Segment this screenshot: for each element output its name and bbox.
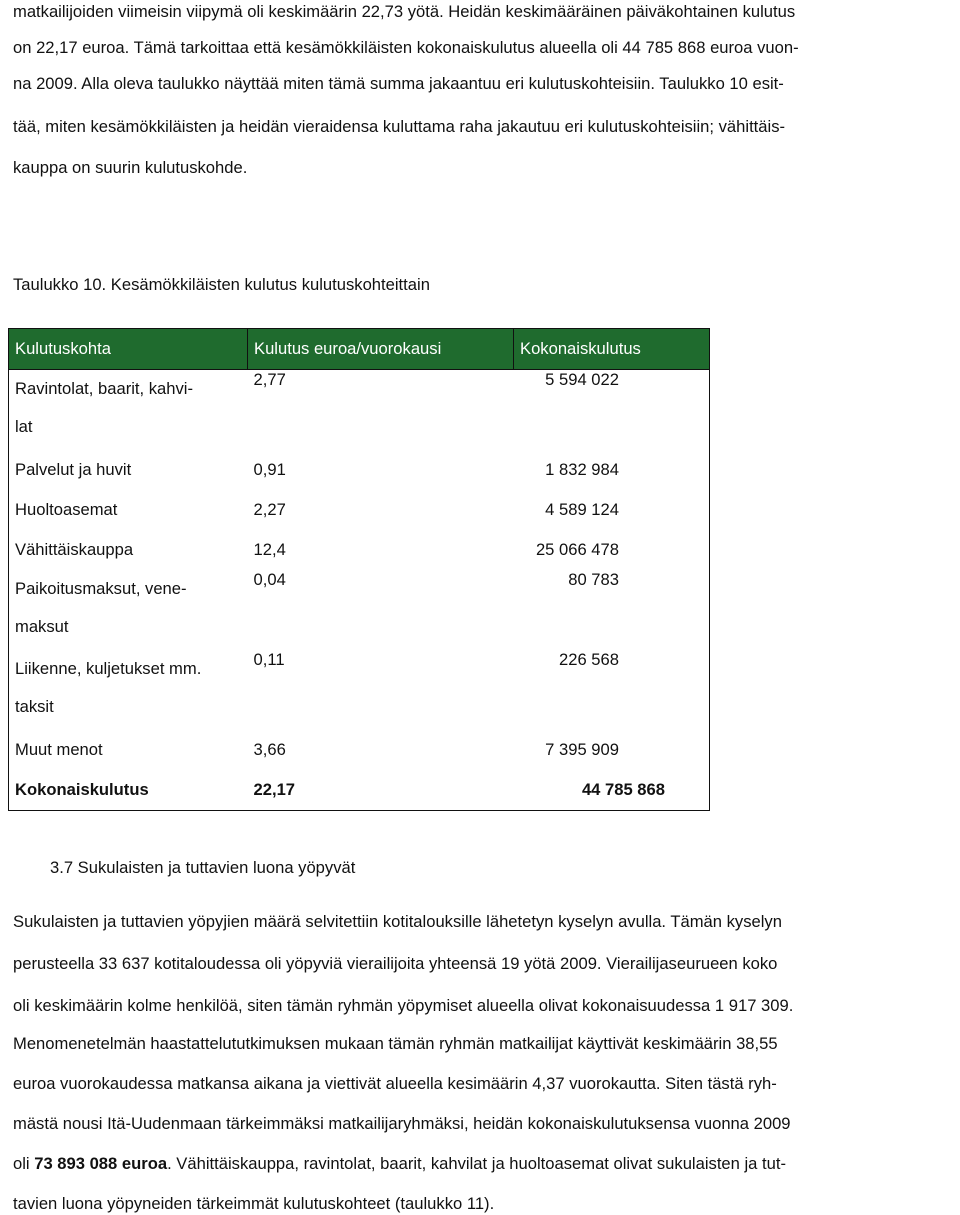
- row-label: Vähittäiskauppa: [9, 530, 248, 570]
- body-line: oli keskimäärin kolme henkilöä, siten tämän ryhmän yöpymiset alueella olivat kokonaisuudessa 1 917 309.: [13, 996, 794, 1015]
- table-row: [9, 730, 710, 770]
- row-total: 226 568: [514, 650, 710, 730]
- intro-line: kauppa on suurin kulutuskohde.: [13, 158, 248, 177]
- header-kokonaiskulutus: Kokonaiskulutus: [514, 329, 710, 370]
- header-kulutuskohta: Kulutuskohta: [9, 329, 248, 370]
- body-line: perusteella 33 637 kotitaloudessa oli yöpyviä vierailijoita yhteensä 19 yötä 2009. Vierailijaseurueen koko: [13, 954, 778, 973]
- row-label: Muut menot: [9, 730, 248, 770]
- body-line: tavien luona yöpyneiden tärkeimmät kulutuskohteet (taulukko 11).: [13, 1194, 495, 1213]
- table-row: [9, 490, 710, 530]
- table-row: [9, 450, 710, 490]
- body-line: Menomenetelmän haastattelututkimuksen mukaan tämän ryhmän matkailijat käyttivät keskimäärin 38,55: [13, 1034, 778, 1053]
- intro-line: on 22,17 euroa. Tämä tarkoittaa että kesämökkiläisten kokonaiskulutus alueella oli 44 785 868 euroa vuon-: [13, 38, 799, 57]
- row-per-day: 0,11: [253, 650, 285, 669]
- row-per-day: 22,17: [248, 770, 514, 811]
- row-per-day: 12,4: [253, 540, 286, 559]
- table-row: [9, 530, 710, 570]
- body-line: oli 73 893 088 euroa. Vähittäiskauppa, ravintolat, baarit, kahvilat ja huoltoasemat olivat sukulaisten ja tut-: [13, 1154, 786, 1173]
- intro-line: na 2009. Alla oleva taulukko näyttää miten tämä summa jakaantuu eri kulutuskohteisiin. Taulukko 10 esit-: [13, 74, 784, 93]
- table-row: [9, 570, 710, 650]
- table-header-row: [9, 329, 710, 370]
- row-per-day: 2,27: [253, 500, 286, 519]
- row-label: Liikenne, kuljetukset mm. taksit: [9, 650, 248, 730]
- row-per-day: 2,77: [253, 370, 286, 389]
- row-per-day: 3,66: [253, 740, 286, 759]
- body-line: mästä nousi Itä-Uudenmaan tärkeimmäksi matkailijaryhmäksi, heidän kokonaiskulutuksensa vuonna 2009: [13, 1114, 791, 1133]
- row-label: Huoltoasemat: [9, 490, 248, 530]
- row-total: 7 395 909: [514, 730, 710, 770]
- row-total: 80 783: [514, 570, 710, 650]
- header-kulutus-per-day: Kulutus euroa/vuorokausi: [248, 329, 514, 370]
- row-total: 4 589 124: [514, 490, 710, 530]
- table-total-row: [9, 770, 710, 811]
- highlighted-amount: 73 893 088 euroa: [34, 1154, 168, 1173]
- row-per-day: 0,91: [253, 460, 286, 479]
- row-label: Paikoitusmaksut, vene- maksut: [9, 570, 248, 650]
- row-total: 5 594 022: [514, 370, 710, 451]
- section-heading: 3.7 Sukulaisten ja tuttavien luona yöpyvät: [50, 858, 356, 877]
- row-total: 44 785 868: [514, 770, 710, 811]
- consumption-table: [8, 328, 710, 811]
- intro-line: matkailijoiden viimeisin viipymä oli keskimäärin 22,73 yötä. Heidän keskimääräinen päiväkohtainen kulutus: [13, 2, 796, 21]
- table-row: [9, 650, 710, 730]
- row-total: 1 832 984: [514, 450, 710, 490]
- table-row: [9, 370, 710, 451]
- table-caption: Taulukko 10. Kesämökkiläisten kulutus kulutuskohteittain: [13, 275, 430, 294]
- body-line: Sukulaisten ja tuttavien yöpyjien määrä selvitettiin kotitalouksille lähetetyn kyselyn avulla. Tämän kyselyn: [13, 912, 782, 931]
- row-label: Ravintolat, baarit, kahvi- lat: [9, 370, 248, 451]
- row-per-day: 0,04: [253, 570, 286, 589]
- body-line: euroa vuorokaudessa matkansa aikana ja viettivät alueella kesimäärin 4,37 vuorokautta. Siten tästä ryh-: [13, 1074, 777, 1093]
- row-total: 25 066 478: [514, 530, 710, 570]
- row-label: Kokonaiskulutus: [9, 770, 248, 811]
- intro-line: tää, miten kesämökkiläisten ja heidän vieraidensa kuluttama raha jakautuu eri kulutuskohteisiin; vähittäis-: [13, 117, 786, 136]
- row-label: Palvelut ja huvit: [9, 450, 248, 490]
